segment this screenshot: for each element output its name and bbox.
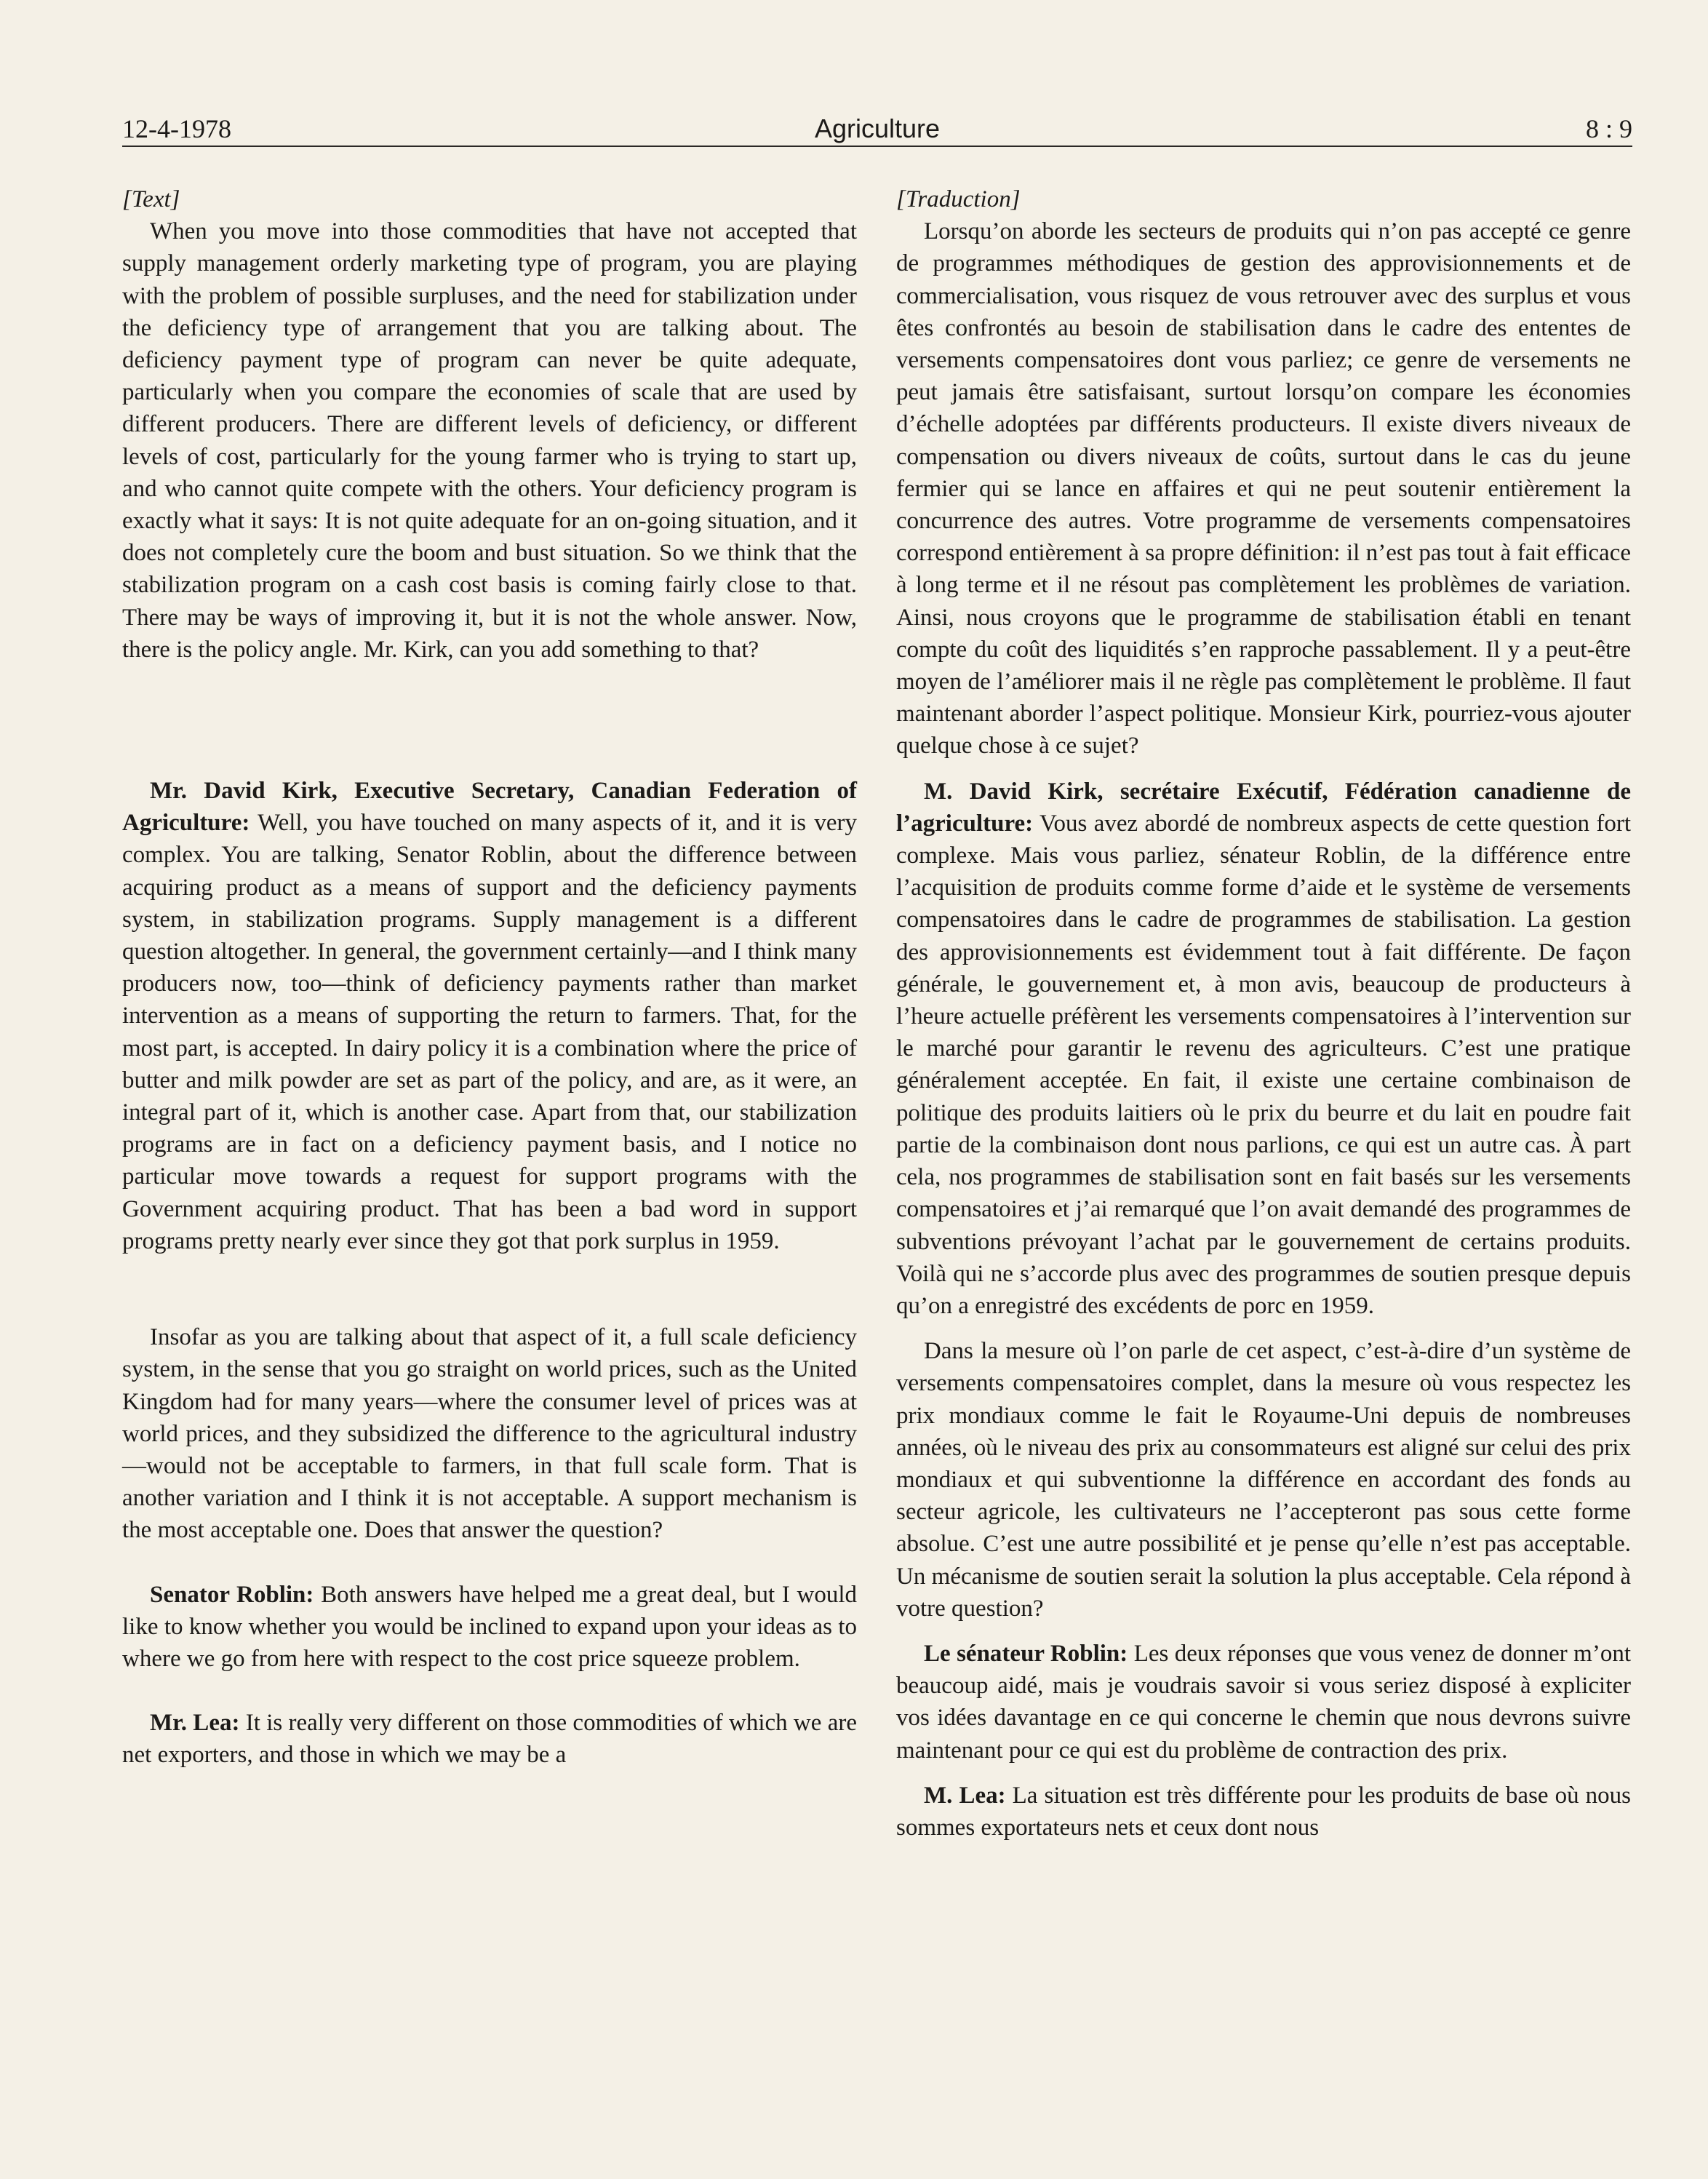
- header-page-number: 8 : 9: [1585, 114, 1632, 143]
- english-paragraph-4-text: Both answers have helped me a great deal, but I would like to know whether you would be inclined to expand upon your ideas as to where we go from here with respect to the cost price squeeze problem.: [122, 1581, 858, 1672]
- french-speaker-roblin: Le sénateur Roblin:: [924, 1640, 1128, 1667]
- french-speaker-kirk: M. David Kirk, secrétaire Exécutif, Fédération canadienne de l’agriculture:: [896, 778, 1631, 837]
- french-speaker-lea: M. Lea:: [924, 1782, 1006, 1809]
- english-speaker-roblin: Senator Roblin:: [150, 1581, 314, 1608]
- english-paragraph-5: [122, 1707, 857, 1771]
- french-paragraph-5: [896, 1780, 1631, 1844]
- french-column: [896, 183, 1631, 1844]
- french-paragraph-5-text: La situation est très différente pour les produits de base où nous sommes exportateurs nets et ceux dont nous: [896, 1782, 1631, 1841]
- english-speaker-lea: Mr. Lea:: [150, 1710, 240, 1737]
- french-paragraph-4-text: Les deux réponses que vous venez de donner m’ont beaucoup aidé, mais je voudrais savoir si vous seriez disposé à expliciter vos idées davantage en ce qui concerne le chemin que nous devrons suivre maintenant pour ce qui est du problème de contraction des prix.: [896, 1640, 1631, 1764]
- french-paragraph-1: Lorsqu’on aborde les secteurs de produits qui n’on pas accepté ce genre de programmes méthodiques de gestion des approvisionnements et de commercialisation, vous risquez de vous retrouver avec des surplus et vous êtes confrontés au besoin de stabilisation dans le cadre des ententes de versements compensatoires dont vous parliez; ce genre de versements ne peut jamais être satisfaisant, surtout lorsqu’on compare les économies d’échelle adoptées par différents producteurs. Il existe divers niveaux de compensation ou divers niveaux de coûts, surtout dans le cas du jeune fermier qui se lance en affaires et qui ne peut soutenir entièrement la concurrence des autres. Votre programme de versements compensatoires correspond entièrement à sa propre définition: il n’est pas tout à fait efficace à long terme et il ne résout pas complètement les problèmes de variation. Ainsi, nous croyons que le programme de stabilisation établi en tenant compte du coût des liquidités s’en rapproche passablement. Il y a peut-être moyen de l’améliorer mais il ne règle pas complètement le problème. Il faut maintenant aborder l’aspect politique. Monsieur Kirk, pourriez-vous ajouter quelque chose à ce sujet?: [896, 218, 1631, 760]
- french-paragraph-2: [896, 776, 1631, 1322]
- english-paragraph-3: Insofar as you are talking about that aspect of it, a full scale deficiency system, in the sense that you go straight on world prices, such as the United Kingdom had for many years—where the consumer level of prices was at world prices, and they subsidized the difference to the agricultural industry—would not be acceptable to farmers, in that full scale form. That is another variation and I think it is not acceptable. A support mechanism is the most acceptable one. Does that answer the question?: [122, 1324, 857, 1544]
- english-paragraph-4: [122, 1579, 857, 1676]
- english-paragraph-5-text: It is really very different on those commodities of which we are net exporters, and those in which we may be a: [122, 1710, 857, 1769]
- french-paragraph-3: Dans la mesure où l’on parle de cet aspect, c’est-à-dire d’un système de versements compensatoires complet, dans la mesure où vous respectez les prix mondiaux comme le fait le Royaume-Uni depuis de nombreuses années, où le niveau des prix au consommateurs est aligné sur celui des prix mondiaux et qui subventionne la différence en accordant des fonds au secteur agricole, les cultivateurs ne l’accepteront pas sous cette forme absolue. C’est une autre possibilité et je pense qu’elle n’est pas acceptable. Un mécanisme de soutien serait la solution la plus acceptable. Cela répond à votre question?: [896, 1338, 1631, 1622]
- french-paragraph-4: [896, 1638, 1631, 1766]
- french-paragraph-2-text: Vous avez abordé de nombreux aspects de cette question fort complexe. Mais vous parliez, sénateur Roblin, de la différence entre l’acquisition de produits comme forme d’aide et le système de versements compensatoires dans le cadre de programmes de stabilisation. La gestion des approvisionnements est évidemment tout à fait différente. De façon générale, le gouvernement et, à mon avis, beaucoup de producteurs à l’heure actuelle préfèrent les versements compensatoires à l’intervention sur le marché pour garantir le revenu des agriculteurs. C’est une pratique généralement acceptée. En fait, il existe une certaine combinaison de politique des produits laitiers où le prix du beurre et du lait en poudre fait partie de la combinaison dont nous parlions, ce qui est un autre cas. À part cela, nos programmes de stabilisation sont en fait basés sur les versements compensatoires et j’ai remarqué que l’on avait demandé des programmes de subventions prévoyant l’achat par le gouvernement de certains produits. Voilà qui ne s’accorde plus avec des programmes de soutien presque depuis qu’on a enregistré des excédents de porc en 1959.: [896, 810, 1632, 1319]
- header-title: Agriculture: [814, 113, 941, 143]
- english-paragraph-2: [122, 775, 857, 1257]
- english-label: [Text]: [122, 186, 180, 212]
- page-header: [122, 109, 1632, 147]
- english-paragraph-2-text: Well, you have touched on many aspects of it, and it is very complex. You are talking, Senator Roblin, about the difference between acquiring product as a means of support and the deficiency payments system, in stabilization programs. Supply management is a different question altogether. In general, the government certainly—and I think many producers now, too—think of deficiency payments rather than market intervention as a means of supporting the return to farmers. That, for the most part, is accepted. In dairy policy it is a combination where the price of butter and milk powder are set as part of the policy, and are, as it were, an integral part of it, which is another case. Apart from that, our stabilization programs are in fact on a deficiency payment basis, and I notice no particular move towards a request for support programs with the Government acquiring product. That has been a bad word in support programs pretty nearly ever since they got that pork surplus in 1959.: [122, 810, 858, 1254]
- english-speaker-kirk: Mr. David Kirk, Executive Secretary, Canadian Federation of Agriculture:: [122, 778, 857, 837]
- french-label: [Traduction]: [896, 186, 1021, 212]
- english-paragraph-1: When you move into those commodities that have not accepted that supply management orderly marketing type of program, you are playing with the problem of possible surpluses, and the need for stabilization under the deficiency type of arrangement that you are talking about. The deficiency payment type of program can never be quite adequate, particularly when you compare the economies of scale that are used by different producers. There are different levels of deficiency, or different levels of cost, particularly for the young farmer who is trying to start up, and who cannot quite compete with the others. Your deficiency program is exactly what it says: It is not quite adequate for an on-going situation, and it does not completely cure the boom and bust situation. So we think that the stabilization program on a cash cost basis is coming fairly close to that. There may be ways of improving it, but it is not the whole answer. Now, there is the policy angle. Mr. Kirk, can you add something to that?: [122, 218, 857, 663]
- header-date: 12-4-1978: [122, 114, 231, 143]
- english-column: [122, 183, 857, 1772]
